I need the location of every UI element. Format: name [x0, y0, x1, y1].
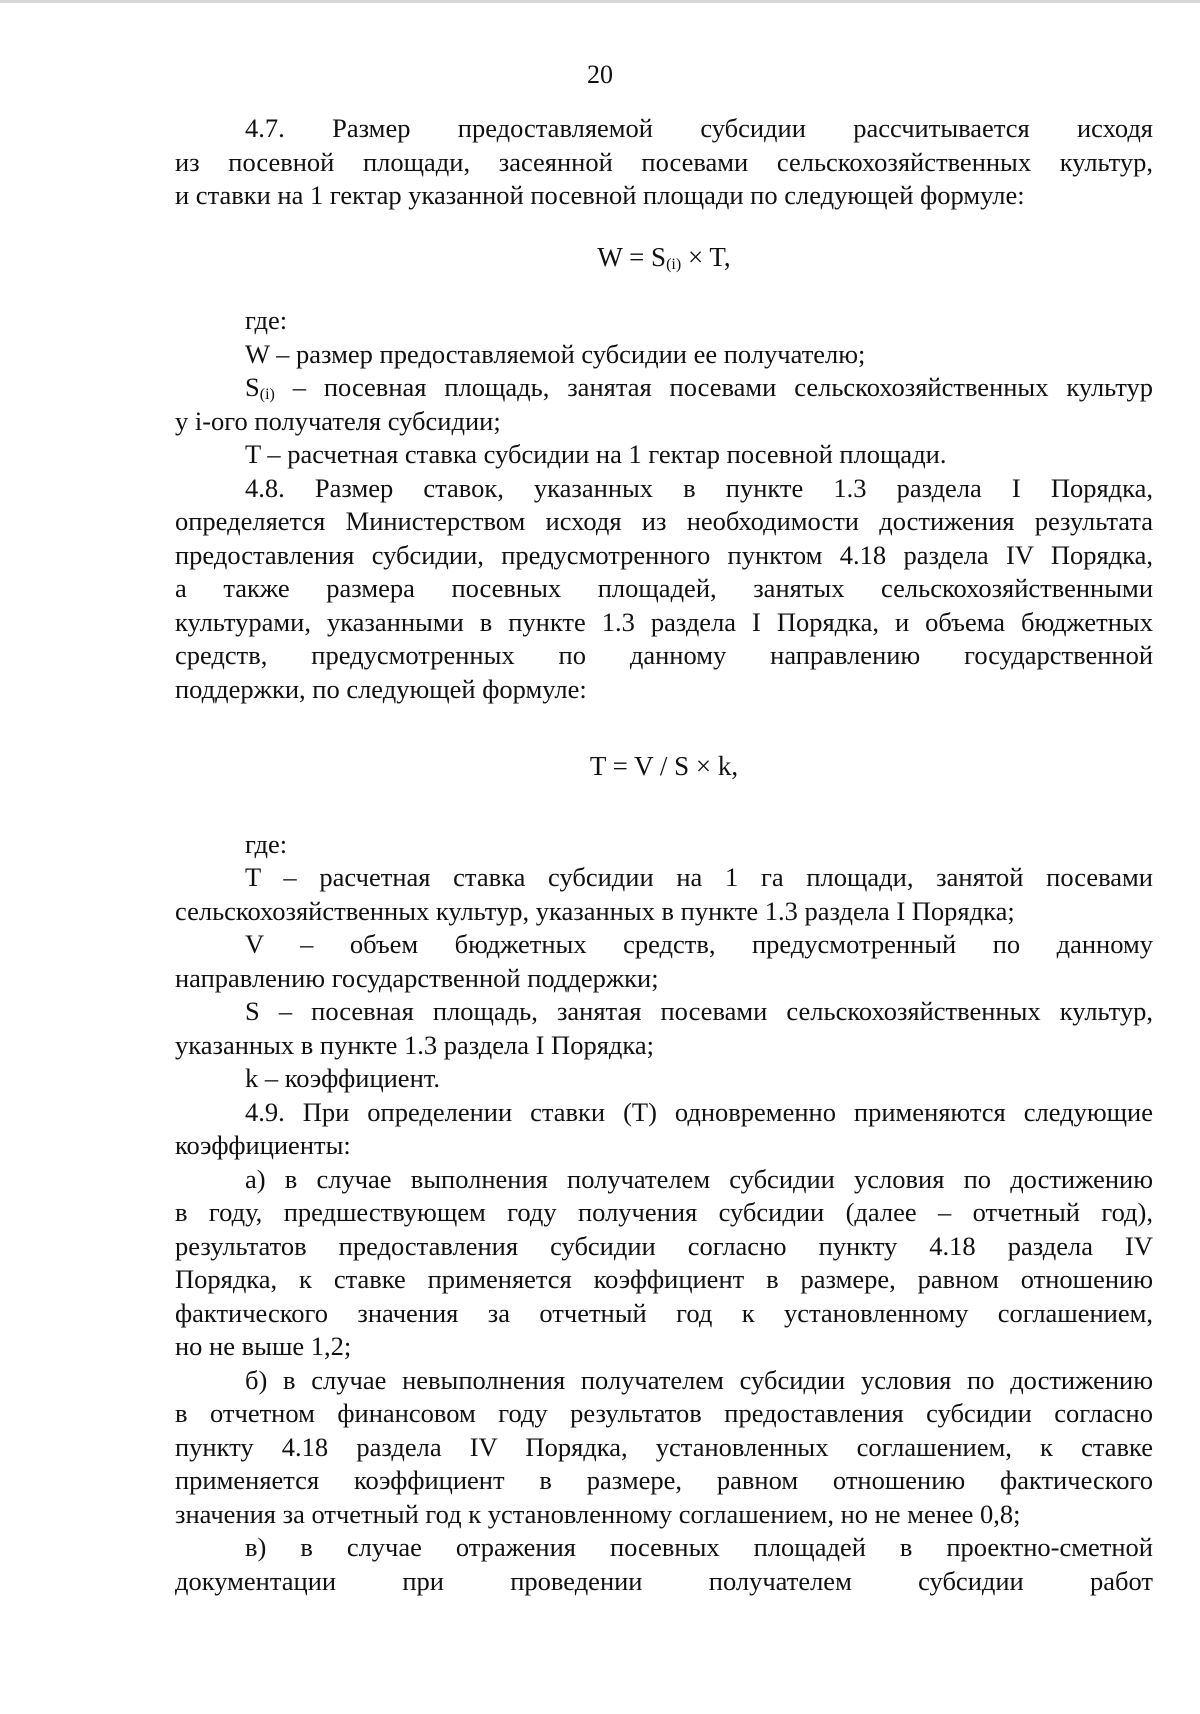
paragraph-4-8-line-5: культурами, указанными в пункте 1.3 раздела I Порядка, и объема бюджетных — [175, 606, 1153, 637]
scan-top-edge — [0, 0, 1200, 3]
paragraph-4-8-line-6: средств, предусмотренных по данному направлению государственной — [175, 640, 1153, 670]
definition-k: k – коэффициент. — [245, 1063, 440, 1093]
paragraph-4-7-line-3: и ставки на 1 гектар указанной посевной площади по следующей формуле: — [175, 180, 1025, 210]
item-b-line-1: б) в случае невыполнения получателем субсидии условия по достижению — [245, 1364, 1153, 1395]
definition-w: W – размер предоставляемой субсидии ее получателю; — [245, 338, 866, 369]
item-a-line-5: фактического значения за отчетный год к установленному соглашением, — [175, 1297, 1153, 1328]
definition-s-line-2: у i-ого получателя субсидии; — [175, 405, 501, 436]
item-a-line-1: а) в случае выполнения получателем субсидии условия по достижению — [245, 1163, 1153, 1194]
formula-w-left: W = S — [597, 241, 667, 272]
definition-s2-line-1: S – посевная площадь, занятая посевами сельскохозяйственных культур, — [245, 996, 1153, 1026]
item-v-line-1: в) в случае отражения посевных площадей в проектно-сметной — [245, 1532, 1153, 1562]
paragraph-4-8-line-4: а также размера посевных площадей, занятых сельскохозяйственными — [175, 573, 1153, 603]
definition-t2-line-1: T – расчетная ставка субсидии на 1 га площади, занятой посевами — [245, 862, 1153, 892]
item-v-line-2: документации при проведении получателем субсидии работ — [175, 1565, 1153, 1596]
document-body — [175, 112, 1153, 1598]
formula-t: T = V / S × k, — [589, 751, 739, 781]
definition-s-variable: S — [245, 372, 260, 402]
definition-t: T – расчетная ставка субсидии на 1 гектар посевной площади. — [245, 439, 947, 469]
paragraph-4-9-line-1: 4.9. При определении ставки (Т) одновременно применяются следующие — [245, 1096, 1153, 1127]
item-a-line-6: но не выше 1,2; — [175, 1331, 352, 1361]
where-label-2: где: — [245, 828, 288, 859]
definition-s2-line-2: указанных в пункте 1.3 раздела I Порядка; — [175, 1029, 654, 1060]
page-number: 20 — [587, 60, 613, 89]
paragraph-4-8-line-1: 4.8. Размер ставок, указанных в пункте 1.3 раздела I Порядка, — [245, 472, 1153, 503]
paragraph-4-9-line-2: коэффициенты: — [175, 1130, 351, 1160]
paragraph-4-8-line-7: поддержки, по следующей формуле: — [175, 673, 587, 704]
paragraph-4-8-line-3: предоставления субсидии, предусмотренного пунктом 4.18 раздела IV Порядка, — [175, 539, 1153, 570]
where-label-1: где: — [245, 305, 288, 335]
definition-v-line-1: V – объем бюджетных средств, предусмотренный по данному — [245, 929, 1153, 959]
formula-w-subscript: (i) — [666, 255, 682, 273]
item-b-line-2: в отчетном финансовом году результатов предоставления субсидии согласно — [175, 1398, 1153, 1428]
paragraph-4-8-line-2: определяется Министерством исходя из необходимости достижения результата — [175, 506, 1153, 536]
formula-w-right: × T, — [681, 241, 731, 272]
item-b-line-5: значения за отчетный год к установленному соглашением, но не менее 0,8; — [175, 1498, 1021, 1529]
definition-s-subscript: (i) — [259, 386, 275, 403]
formula-w — [175, 241, 1153, 275]
definition-v-line-2: направлению государственной поддержки; — [175, 962, 659, 993]
item-b-line-4: применяется коэффициент в размере, равном отношению фактического — [175, 1465, 1153, 1495]
paragraph-4-7-line-2: из посевной площади, засеянной посевами сельскохозяйственных культур, — [175, 146, 1153, 177]
item-b-line-3: пункту 4.18 раздела IV Порядка, установленных соглашением, к ставке — [175, 1431, 1153, 1462]
definition-s-line-1 — [175, 371, 1153, 405]
definition-s-text: – посевная площадь, занятая посевами сельскохозяйственных культур — [274, 372, 1153, 402]
definition-t2-line-2: сельскохозяйственных культур, указанных в пункте 1.3 раздела I Порядка; — [175, 895, 1015, 926]
item-a-line-2: в году, предшествующем году получения субсидии (далее – отчетный год), — [175, 1197, 1153, 1227]
item-a-line-4: Порядка, к ставке применяется коэффициент в размере, равном отношению — [175, 1264, 1153, 1294]
paragraph-4-7-line-1: 4.7. Размер предоставляемой субсидии рассчитывается исходя — [245, 113, 1153, 143]
item-a-line-3: результатов предоставления субсидии согласно пункту 4.18 раздела IV — [175, 1230, 1153, 1261]
